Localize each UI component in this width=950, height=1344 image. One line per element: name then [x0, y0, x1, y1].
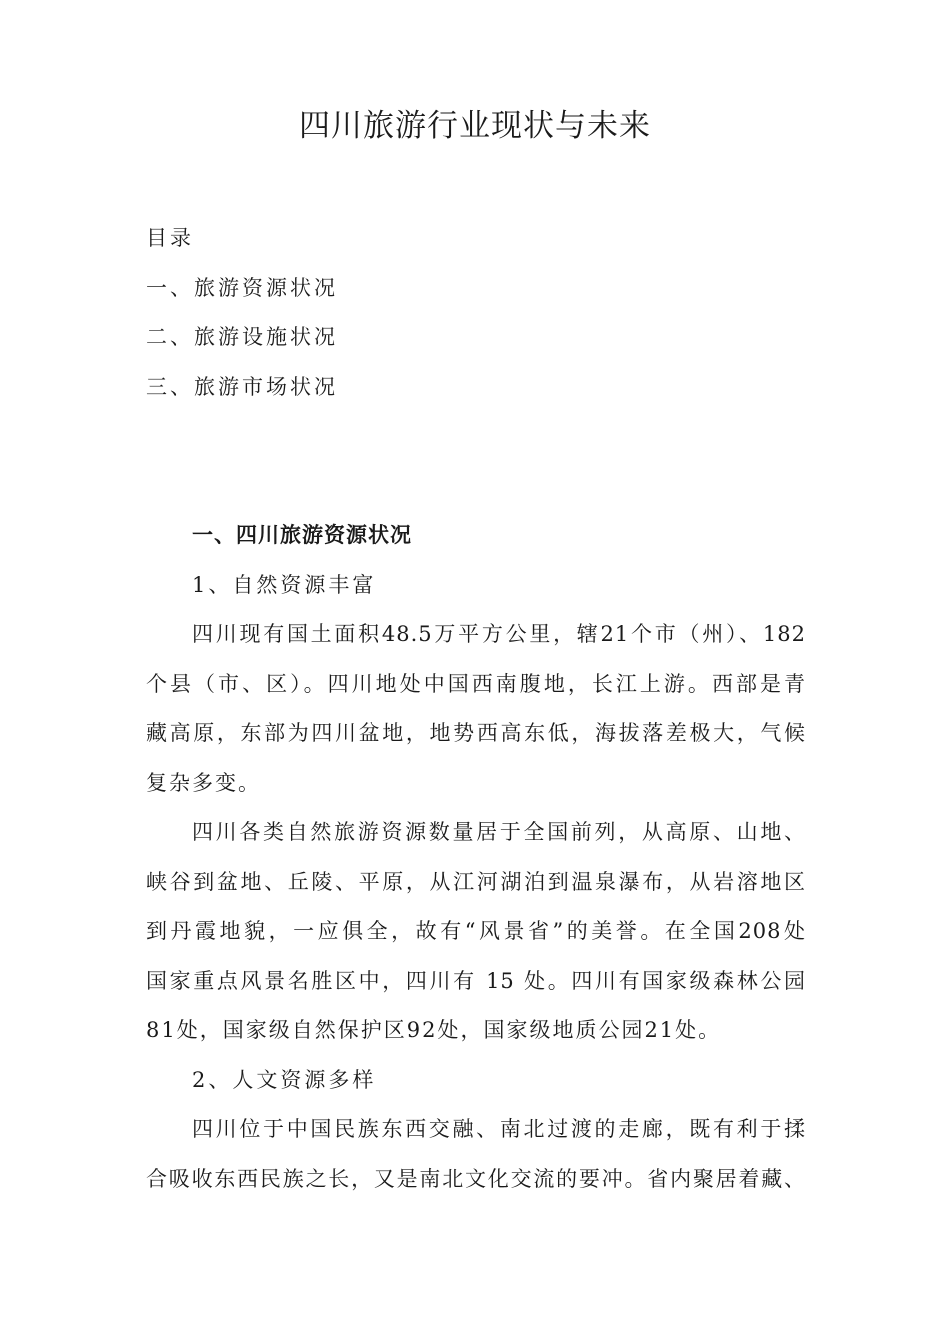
- toc-heading: 目录: [146, 226, 194, 250]
- document-title: 四川旅游行业现状与未来: [299, 108, 651, 144]
- paragraph-line: 四川位于中国民族东西交融、南北过渡的走廊，既有利于揉: [192, 1117, 806, 1141]
- paragraph-line: 四川现有国土面积48.5万平方公里，辖21个市（州）、182: [192, 622, 806, 646]
- paragraph-line: 峡谷到盆地、丘陵、平原，从江河湖泊到温泉瀑布，从岩溶地区: [146, 869, 806, 894]
- paragraph-line: 复杂多变。: [146, 770, 261, 795]
- section-heading: 一、四川旅游资源状况: [192, 523, 412, 547]
- paragraph-line: 藏高原，东部为四川盆地，地势西高东低，海拔落差极大，气候: [146, 721, 806, 745]
- paragraph: [146, 808, 806, 1056]
- table-of-contents: [146, 214, 806, 412]
- toc-item: 三、旅游市场状况: [146, 374, 338, 399]
- paragraph-line: 国家重点风景名胜区中，四川有 15 处。四川有国家级森林公园: [146, 968, 806, 993]
- paragraph: [146, 610, 806, 808]
- paragraph-line: 81处，国家级自然保护区92处，国家级地质公园21处。: [146, 1018, 722, 1042]
- paragraph: [146, 1105, 806, 1204]
- paragraph-line: 到丹霞地貌，一应俱全，故有“风景省”的美誉。在全国208处: [146, 919, 806, 943]
- toc-item: 二、旅游设施状况: [146, 325, 338, 349]
- subsection-heading: 2、人文资源多样: [192, 1067, 377, 1092]
- paragraph-line: 个县（市、区）。四川地处中国西南腹地，长江上游。西部是青: [146, 671, 806, 696]
- document-body: [146, 511, 806, 1204]
- toc-item: 一、旅游资源状况: [146, 275, 338, 300]
- paragraph-line: 四川各类自然旅游资源数量居于全国前列，从高原、山地、: [192, 820, 806, 844]
- paragraph-line: 合吸收东西民族之长，又是南北文化交流的要冲。省内聚居着藏、: [146, 1166, 806, 1191]
- subsection-heading: 1、自然资源丰富: [192, 572, 377, 597]
